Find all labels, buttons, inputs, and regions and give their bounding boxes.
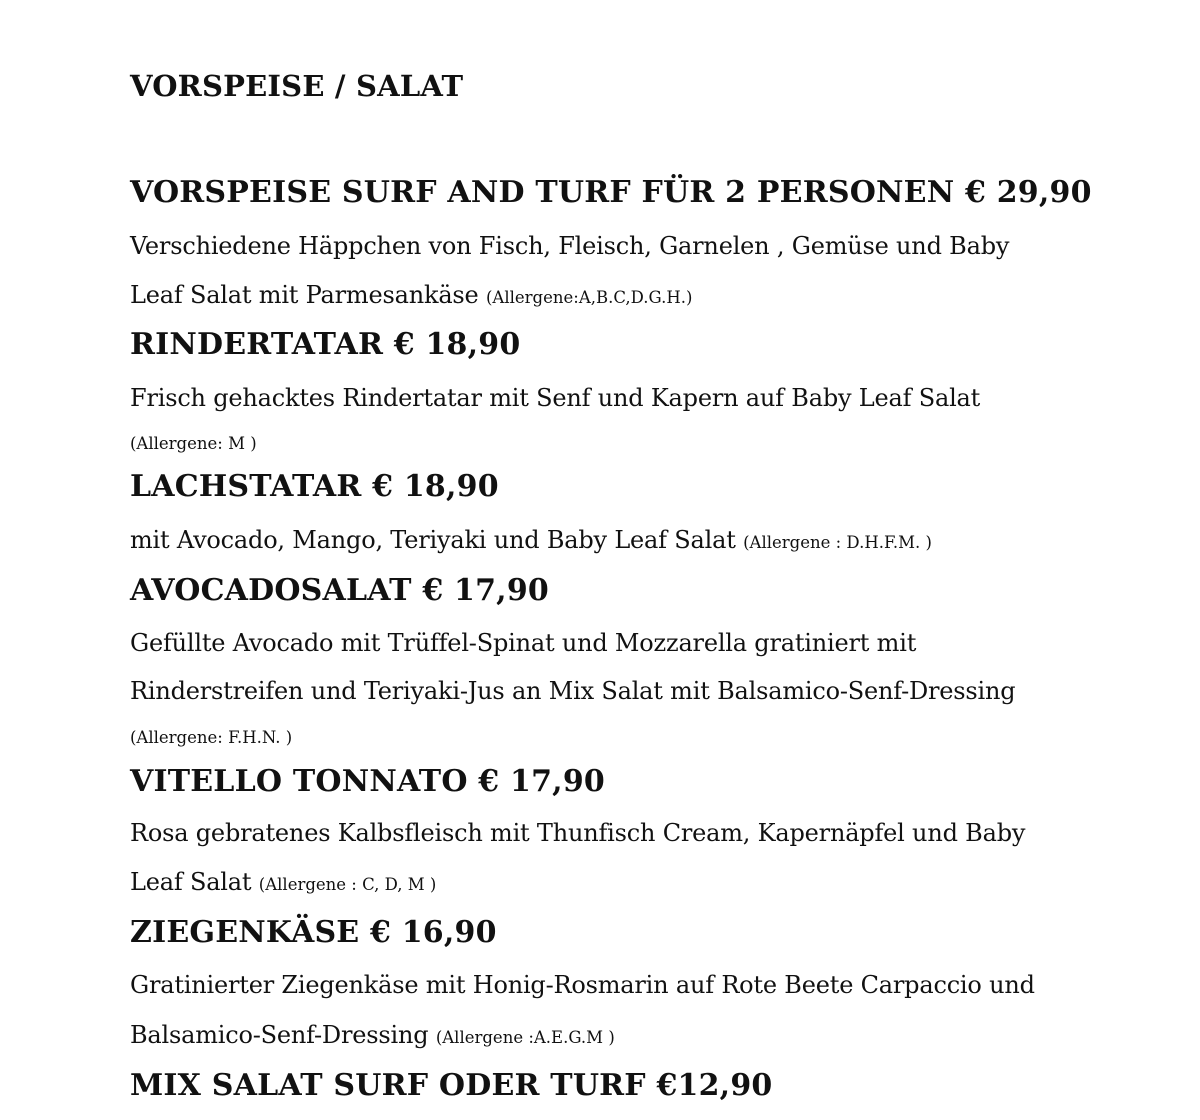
menu-item-title: LACHSTATAR € 18,90 xyxy=(130,469,499,504)
menu-item-description: Frisch gehacktes Rindertatar mit Senf und Kapern auf Baby Leaf Salat xyxy=(130,384,981,412)
menu-item-description xyxy=(130,421,257,464)
menu-item-description: Rinderstreifen und Teriyaki-Jus an Mix Salat mit Balsamico-Senf-Dressing xyxy=(130,677,1016,705)
menu-item-description: Verschiedene Häppchen von Fisch, Fleisch, Garnelen , Gemüse und Baby xyxy=(130,232,1010,260)
allergen-note: (Allergene : D.H.F.M. ) xyxy=(743,533,932,552)
allergen-note: (Allergene : C, D, M ) xyxy=(258,875,437,894)
allergen-note: (Allergene :A.E.G.M ) xyxy=(435,1028,615,1047)
allergen-note: (Allergene: M ) xyxy=(130,434,257,453)
menu-item-description: Gefüllte Avocado mit Trüffel-Spinat und Mozzarella gratiniert mit xyxy=(130,629,917,657)
menu-item-description: Gratinierter Ziegenkäse mit Honig-Rosmarin auf Rote Beete Carpaccio und xyxy=(130,971,1035,999)
menu-item-title: RINDERTATAR € 18,90 xyxy=(130,327,521,362)
menu-item-title: VITELLO TONNATO € 17,90 xyxy=(130,764,605,799)
section-title: VORSPEISE / SALAT xyxy=(130,69,464,103)
menu-item-title: ZIEGENKÄSE € 16,90 xyxy=(130,915,497,950)
menu-item-title: AVOCADOSALAT € 17,90 xyxy=(130,573,549,608)
menu-item-description xyxy=(130,715,292,758)
menu-item-description: Rosa gebratenes Kalbsfleisch mit Thunfisch Cream, Kapernäpfel und Baby xyxy=(130,819,1026,847)
menu-item-description: Leaf Salat (Allergene : C, D, M ) xyxy=(130,868,437,896)
menu-item-description: Leaf Salat mit Parmesankäse (Allergene:A,B.C,D.G.H.) xyxy=(130,281,693,309)
menu-item-title: MIX SALAT SURF ODER TURF €12,90 xyxy=(130,1068,773,1103)
allergen-note: (Allergene:A,B.C,D.G.H.) xyxy=(485,288,693,307)
menu-item-description: mit Avocado, Mango, Teriyaki und Baby Leaf Salat (Allergene : D.H.F.M. ) xyxy=(130,526,932,554)
menu-item-title: VORSPEISE SURF AND TURF FÜR 2 PERSONEN € 29,90 xyxy=(130,175,1092,210)
menu-item-description: Balsamico-Senf-Dressing (Allergene :A.E.G.M ) xyxy=(130,1021,615,1049)
allergen-note: (Allergene: F.H.N. ) xyxy=(130,728,293,747)
